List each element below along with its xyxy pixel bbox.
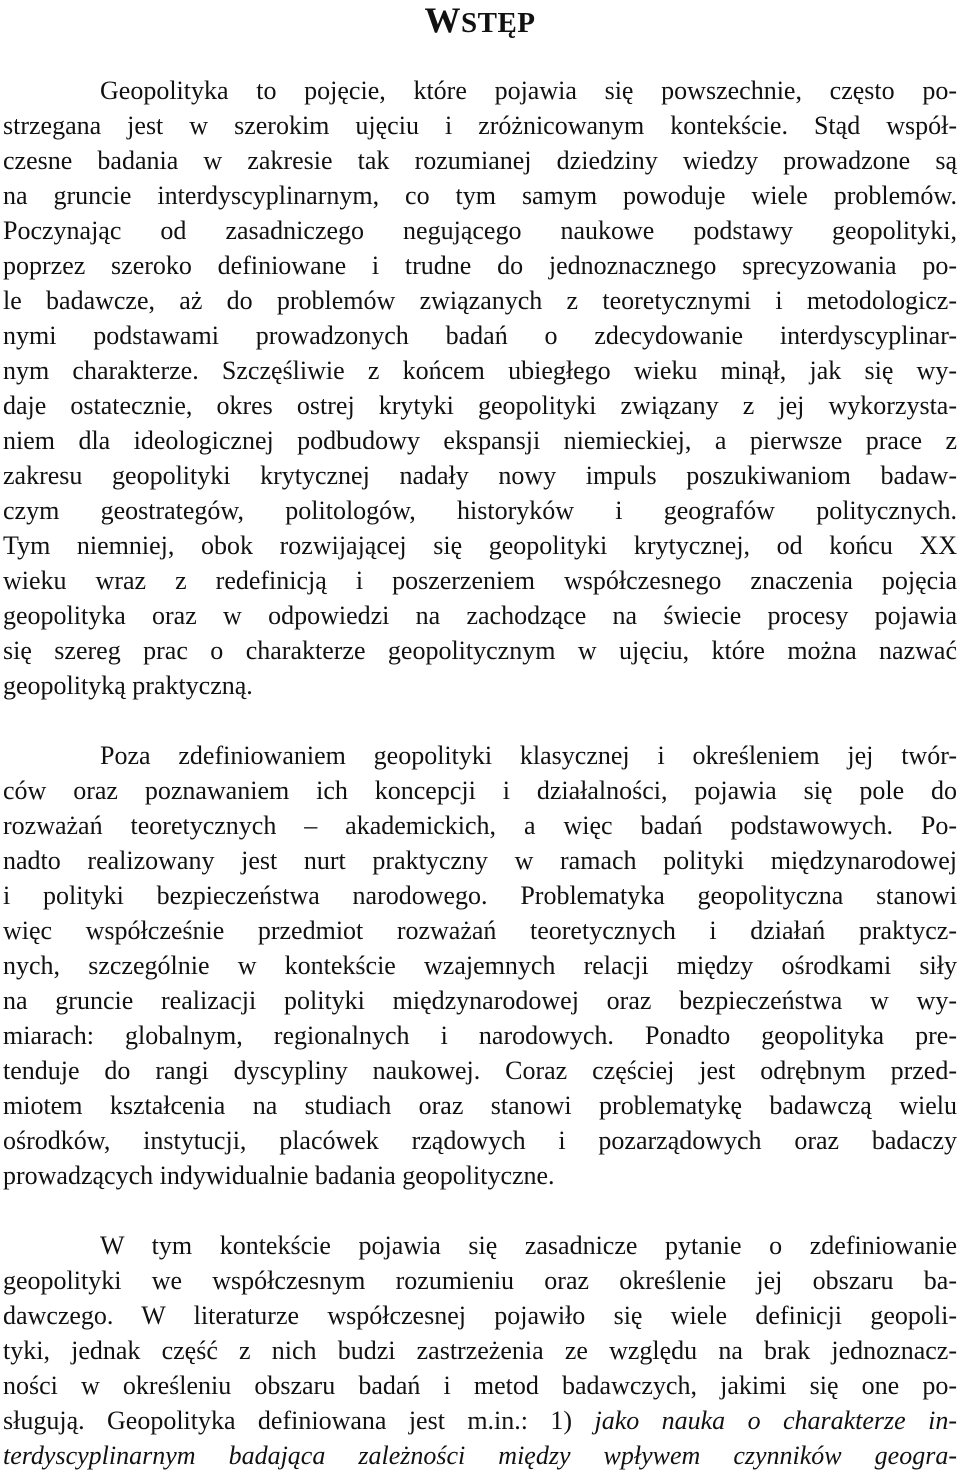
text-line: zakresu geopolityki krytycznej nadały nowy impuls poszukiwaniom badaw- <box>3 461 957 490</box>
text-line: tenduje do rangi dyscypliny naukowej. Coraz częściej jest odrębnym przed- <box>3 1056 957 1085</box>
text-line: nadto realizowany jest nurt praktyczny w ramach polityki międzynarodowej <box>3 846 957 875</box>
text-line: czym geostrategów, politologów, historyków i geografów politycznych. <box>3 496 957 525</box>
paragraph-1 <box>3 73 957 703</box>
text-line: W tym kontekście pojawia się zasadnicze pytanie o zdefiniowanie <box>100 1231 957 1260</box>
text-line: na gruncie interdyscyplinarnym, co tym samym powoduje wiele problemów. <box>3 181 957 210</box>
text-line: więc współcześnie przedmiot rozważań teoretycznych i działań praktycz- <box>3 916 957 945</box>
text-line-italic: terdyscyplinarnym badająca zależności między wpływem czynników geogra- <box>3 1441 957 1470</box>
italic-text-segment: jako nauka o charakterze in- <box>594 1406 957 1435</box>
text-line: strzegana jest w szerokim ujęciu i zróżnicowanym kontekście. Stąd współ- <box>3 111 957 140</box>
text-line: le badawcze, aż do problemów związanych z teoretycznymi i metodologicz- <box>3 286 957 315</box>
document-body <box>3 73 957 1473</box>
text-line: ców oraz poznawaniem ich koncepcji i działalności, pojawia się pole do <box>3 776 957 805</box>
text-line: rozważań teoretycznych – akademickich, a więc badań podstawowych. Po- <box>3 811 957 840</box>
text-line: czesne badania w zakresie tak rozumianej dziedziny wiedzy prowadzone są <box>3 146 957 175</box>
text-line: i polityki bezpieczeństwa narodowego. Problematyka geopolityczna stanowi <box>3 881 957 910</box>
text-line: miotem kształcenia na studiach oraz stanowi problematykę badawczą wielu <box>3 1091 957 1120</box>
text-line: geopolityką praktyczną. <box>3 671 253 700</box>
text-line: Tym niemniej, obok rozwijającej się geopolityki krytycznej, od końcu XX <box>3 531 957 560</box>
text-line: miarach: globalnym, regionalnych i narodowych. Ponadto geopolityka pre- <box>3 1021 957 1050</box>
text-line: Poza zdefiniowaniem geopolityki klasycznej i określeniem jej twór- <box>100 741 957 770</box>
text-line: ośrodków, instytucji, placówek rządowych i pozarządowych oraz badaczy <box>3 1126 957 1155</box>
text-line: prowadzących indywidualnie badania geopolityczne. <box>3 1161 555 1190</box>
page-title <box>3 0 957 38</box>
title-rest: STĘP <box>460 7 536 39</box>
title-first-letter: W <box>424 0 461 40</box>
text-line: tyki, jednak część z nich budzi zastrzeżenia ze względu na brak jednoznacz- <box>3 1336 957 1365</box>
document-page <box>3 0 957 1473</box>
text-line: wieku wraz z redefinicją i poszerzeniem współczesnego znaczenia pojęcia <box>3 566 957 595</box>
text-line: geopolityka oraz w odpowiedzi na zachodzące na świecie procesy pojawia <box>3 601 957 630</box>
text-line: Geopolityka to pojęcie, które pojawia się powszechnie, często po- <box>100 76 957 105</box>
plain-text-segment: sługują. Geopolityka definiowana jest m.in.: 1) <box>3 1406 595 1435</box>
paragraph-3 <box>3 1228 957 1473</box>
paragraph-gap <box>3 1193 957 1228</box>
text-line: na gruncie realizacji polityki międzynarodowej oraz bezpieczeństwa w wy- <box>3 986 957 1015</box>
text-line: dawczego. W literaturze współczesnej pojawiło się wiele definicji geopoli- <box>3 1301 957 1330</box>
text-line: poprzez szeroko definiowane i trudne do jednoznacznego sprecyzowania po- <box>3 251 957 280</box>
text-line: Poczynając od zasadniczego negującego naukowe podstawy geopolityki, <box>3 216 957 245</box>
text-line: niem dla ideologicznej podbudowy ekspansji niemieckiej, a pierwsze prace z <box>3 426 957 455</box>
text-line: nymi podstawami prowadzonych badań o zdecydowanie interdyscyplinar- <box>3 321 957 350</box>
text-line: nym charakterze. Szczęśliwie z końcem ubiegłego wieku minął, jak się wy- <box>3 356 957 385</box>
paragraph-2 <box>3 738 957 1193</box>
text-line: nych, szczególnie w kontekście wzajemnych relacji między ośrodkami siły <box>3 951 957 980</box>
text-line: geopolityki we współczesnym rozumieniu oraz określenie jej obszaru ba- <box>3 1266 957 1295</box>
paragraph-gap <box>3 703 957 738</box>
text-line: ności w określeniu obszaru badań i metod badawczych, jakimi się one po- <box>3 1371 957 1400</box>
text-line: się szereg prac o charakterze geopolitycznym w ujęciu, które można nazwać <box>3 636 957 665</box>
text-line: daje ostatecznie, okres ostrej krytyki geopolityki związany z jej wykorzysta- <box>3 391 957 420</box>
text-line-mixed <box>3 1403 957 1438</box>
